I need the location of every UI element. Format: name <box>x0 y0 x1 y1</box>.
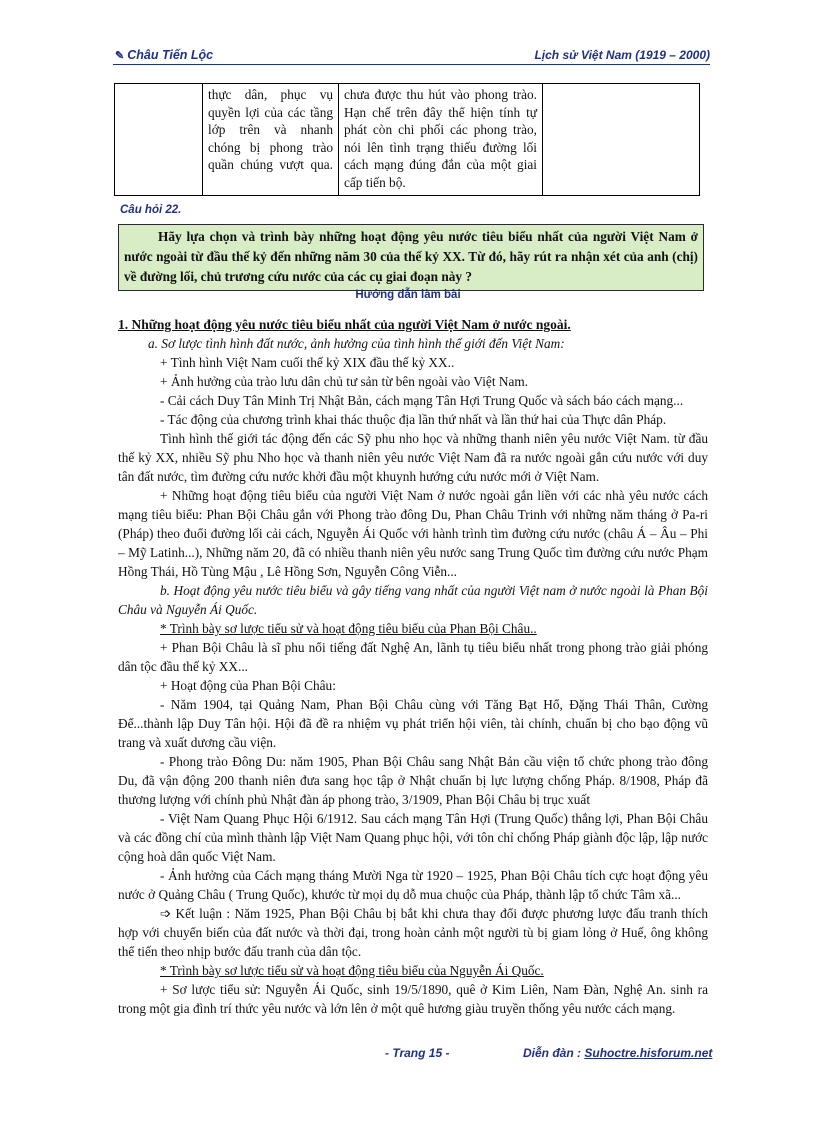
paragraph: + Phan Bội Châu là sĩ phu nổi tiếng đất Nghệ An, lãnh tụ tiêu biểu nhất trong phong trào giải phóng dân tộc đầu thế kỷ XX... <box>118 640 708 674</box>
pbc-heading: * Trình bày sơ lược tiểu sử và hoạt động tiêu biểu của Phan Bội Châu.. <box>160 621 537 636</box>
pen-icon: ✎ <box>115 50 125 62</box>
question-box <box>118 224 704 291</box>
paragraph: - Cải cách Duy Tân Minh Trị Nhật Bản, cách mạng Tân Hợi Trung Quốc và sách báo cách mạng... <box>160 393 684 408</box>
arrow-right-icon: ➩ <box>160 906 176 921</box>
paragraph: + Ảnh hưởng của trào lưu dân chủ tư sản từ bên ngoài vào Việt Nam. <box>160 374 529 389</box>
header-divider <box>113 64 710 65</box>
naq-heading: * Trình bày sơ lược tiểu sử và hoạt động tiêu biểu của Nguyễn Ái Quốc. <box>160 963 544 978</box>
paragraph: - Tác động của chương trình khai thác thuộc địa lần thứ nhất và lần thứ hai của Thực dân Pháp. <box>160 412 667 427</box>
question-text: Hãy lựa chọn và trình bày những hoạt động yêu nước tiêu biểu nhất của người Việt Nam ở nước ngoài từ đầu thế kỷ đến những năm 30 của thế kỷ XX. Từ đó, hãy rút ra nhận xét của anh (chị) về đường lối, chủ trương cứu nước của các cụ giai đoạn này ? <box>124 229 698 284</box>
conclusion: ➩ Kết luận : Năm 1925, Phan Bội Châu bị bắt khi chưa thay đổi được phương lược đấu tranh thích hợp với chuyển biến của đất nước và thời đại, trong hoàn cảnh một người tù bị giam lỏng ở Huế, ông không thể tiến theo nhịp bước đấu tranh của dân tộc. <box>118 906 708 959</box>
answer-body <box>118 313 708 1018</box>
paragraph: + Những hoạt động tiêu biểu của người Việt Nam ở nước ngoài gắn liền với các nhà yêu nước cách mạng tiêu biểu: Phan Bội Châu gắn với Phong trào đông Du, Phan Châu Trinh với những năm tháng ở Pa-ri (Pháp) theo đuổi đường lối cải cách, Nguyễn Ái Quốc với hành trình tìm đường cứu nước (châu Á – Âu – Phi – Mỹ Latinh...), Những năm 20, đã có nhiều thanh niên yêu nước sang Trung Quốc tìm đường cứu nước Phạm Hồng Thái, Hồ Tùng Mậu , Lê Hồng Sơn, Nguyễn Công Viễn... <box>118 488 708 579</box>
subheading-a: a. Sơ lược tình hình đất nước, ảnh hưởng của tình hình thế giới đến Việt Nam: <box>148 336 565 351</box>
table-cell-3: chưa được thu hút vào phong trào. Hạn chế trên đây thể hiện tính tự phát còn chi phối các phong trào, nói lên tình trạng thiếu đường lối cách mạng đúng đắn của một giai cấp tiến bộ. <box>339 84 543 196</box>
question-label: Câu hỏi 22. <box>120 204 182 216</box>
guide-title: Hướng dẫn làm bài <box>355 289 461 301</box>
table-cell-1 <box>115 84 203 196</box>
header-author <box>115 48 213 62</box>
subheading-b: b. Hoạt động yêu nước tiêu biểu và gây tiếng vang nhất của người Việt nam ở nước ngoài là Phan Bội Châu và Nguyễn Ái Quốc. <box>118 583 708 617</box>
paragraph: Tình hình thế giới tác động đến các Sỹ phu nho học và những thanh niên yêu nước Việt Nam. từ đầu thế kỷ XX, nhiều Sỹ phu Nho học và thanh niên yêu nước Việt Nam đã ra nước ngoài gắn cứu nước với duy tân đất nước, tìm đường cứu nước khởi đầu một khuynh hướng cứu nước mới ở Việt Nam. <box>118 431 708 484</box>
table-row <box>115 84 700 196</box>
forum-label: Diễn đàn : <box>523 1046 582 1060</box>
table-cell-4 <box>543 84 700 196</box>
comparison-table <box>114 83 700 196</box>
paragraph: - Ảnh hưởng của Cách mạng tháng Mười Nga từ 1920 – 1925, Phan Bội Châu tích cực hoạt động yêu nước ở Quảng Châu ( Trung Quốc), khước từ mọi dụ dỗ mua chuộc của Pháp, thành lập tổ chức Tâm xã... <box>118 868 708 902</box>
page-number: - Trang 15 - <box>385 1046 450 1060</box>
forum-link[interactable]: Suhoctre.hisforum.net <box>584 1046 713 1060</box>
paragraph: - Năm 1904, tại Quảng Nam, Phan Bội Châu cùng với Tăng Bạt Hổ, Đặng Thái Thân, Cường Để...thành lập Duy Tân hội. Hội đã đề ra nhiệm vụ phát triển hội viên, tài chính, chuẩn bị cho bạo động vũ trang và xuất dương cầu viện. <box>118 697 708 750</box>
table-cell-2: thực dân, phục vụ quyền lợi của các tầng lớp trên và nhanh chóng bị phong trào quần chúng vượt qua. <box>203 84 339 196</box>
section-heading-1: 1. Những hoạt động yêu nước tiêu biểu nhất của người Việt Nam ở nước ngoài. <box>118 317 571 332</box>
forum-credit <box>523 1046 712 1060</box>
paragraph: + Hoạt động của Phan Bội Châu: <box>160 678 336 693</box>
paragraph: - Phong trào Đông Du: năm 1905, Phan Bội Châu sang Nhật Bản cầu viện tổ chức phong trào đông Du, đã vận động 200 thanh niên đưa sang học tập ở Nhật chuẩn bị lực lượng chống Pháp. 8/1908, Pháp đã thương lượng với chính phủ Nhật đàn áp phong trào, 3/1909, Phan Bội Châu bị trục xuất <box>118 754 708 807</box>
author-name: Châu Tiến Lộc <box>127 48 214 62</box>
header-title: Lịch sử Việt Nam (1919 – 2000) <box>534 48 710 62</box>
paragraph: + Sơ lược tiểu sử: Nguyễn Ái Quốc, sinh 19/5/1890, quê ở Kim Liên, Nam Đàn, Nghệ An. sinh ra trong một gia đình trí thức yêu nước và lớn lên ở một quê hương giàu truyền thống yêu nước cách mạng. <box>118 982 708 1016</box>
paragraph: + Tình hình Việt Nam cuối thế kỷ XIX đầu thế kỷ XX.. <box>160 355 455 370</box>
paragraph: - Việt Nam Quang Phục Hội 6/1912. Sau cách mạng Tân Hợi (Trung Quốc) thắng lợi, Phan Bội Châu và các đồng chí của mình thành lập Việt Nam Quang phục hội, với tôn chỉ chống Pháp giành độc lập, lập nước cộng hoà dân quốc Việt Nam. <box>118 811 708 864</box>
